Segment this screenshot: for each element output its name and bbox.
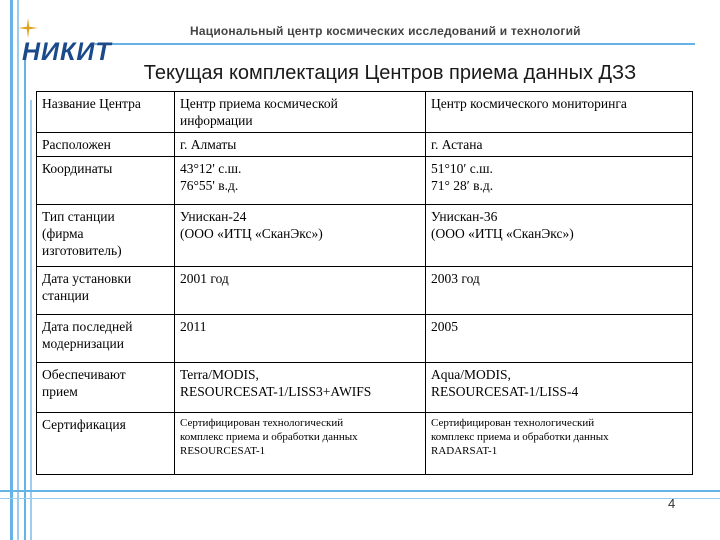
table-row [37, 363, 693, 413]
logo-text: НИКИТ [22, 38, 112, 66]
table-row [37, 413, 693, 475]
table-row [37, 315, 693, 363]
row-label: Сертификация [37, 413, 175, 475]
header-divider [95, 43, 695, 45]
page-title: Текущая комплектация Центров приема данных ДЗЗ [143, 62, 637, 84]
table-cell: г. Астана [426, 133, 693, 157]
footer-divider [0, 490, 720, 492]
row-label: Обеспечивают прием [37, 363, 175, 413]
frame-line [17, 0, 19, 540]
table-row [37, 267, 693, 315]
table-cell: Унискан-24 (ООО «ИТЦ «СканЭкс») [175, 205, 426, 267]
table-cell: Terra/MODIS, RESOURCESAT-1/LISS3+AWIFS [175, 363, 426, 413]
table-row [37, 205, 693, 267]
header-cell [175, 92, 426, 133]
table-row [37, 133, 693, 157]
comparison-table [36, 91, 693, 475]
table-cell: 43°12' с.ш. 76°55' в.д. [175, 157, 426, 205]
table-cell: Сертифицирован технологический комплекс приема и обработки данных RESOURCESAT-1 [175, 413, 426, 475]
header-label: Центр приема космической информации [180, 96, 338, 128]
header-cell [37, 92, 175, 133]
frame-line [30, 100, 32, 540]
table-row [37, 157, 693, 205]
table-cell: Унискан-36 (ООО «ИТЦ «СканЭкс») [426, 205, 693, 267]
footer-divider [0, 498, 720, 499]
table-cell: 2001 год [175, 267, 426, 315]
row-label: Дата последней модернизации [37, 315, 175, 363]
star-icon [18, 18, 38, 38]
header-label: Название Центра [42, 96, 141, 111]
row-label: Координаты [37, 157, 175, 205]
table-cell: Aqua/MODIS, RESOURCESAT-1/LISS-4 [426, 363, 693, 413]
header-label: Центр космического мониторинга [431, 96, 627, 111]
row-label: Тип станции (фирма изготовитель) [37, 205, 175, 267]
frame-line [24, 60, 26, 540]
table-cell: Сертифицирован технологический комплекс приема и обработки данных RADARSAT-1 [426, 413, 693, 475]
table-cell: 2011 [175, 315, 426, 363]
table-header-row [37, 92, 693, 133]
table-cell: 2005 [426, 315, 693, 363]
organization-name: Национальный центр космических исследований и технологий [190, 24, 581, 38]
table-cell: 51°10′ с.ш. 71° 28′ в.д. [426, 157, 693, 205]
logo [8, 10, 112, 70]
frame-line [10, 0, 13, 540]
header-cell [426, 92, 693, 133]
table-cell: 2003 год [426, 267, 693, 315]
table-cell: г. Алматы [175, 133, 426, 157]
page-number: 4 [668, 496, 676, 511]
row-label: Расположен [37, 133, 175, 157]
row-label: Дата установки станции [37, 267, 175, 315]
